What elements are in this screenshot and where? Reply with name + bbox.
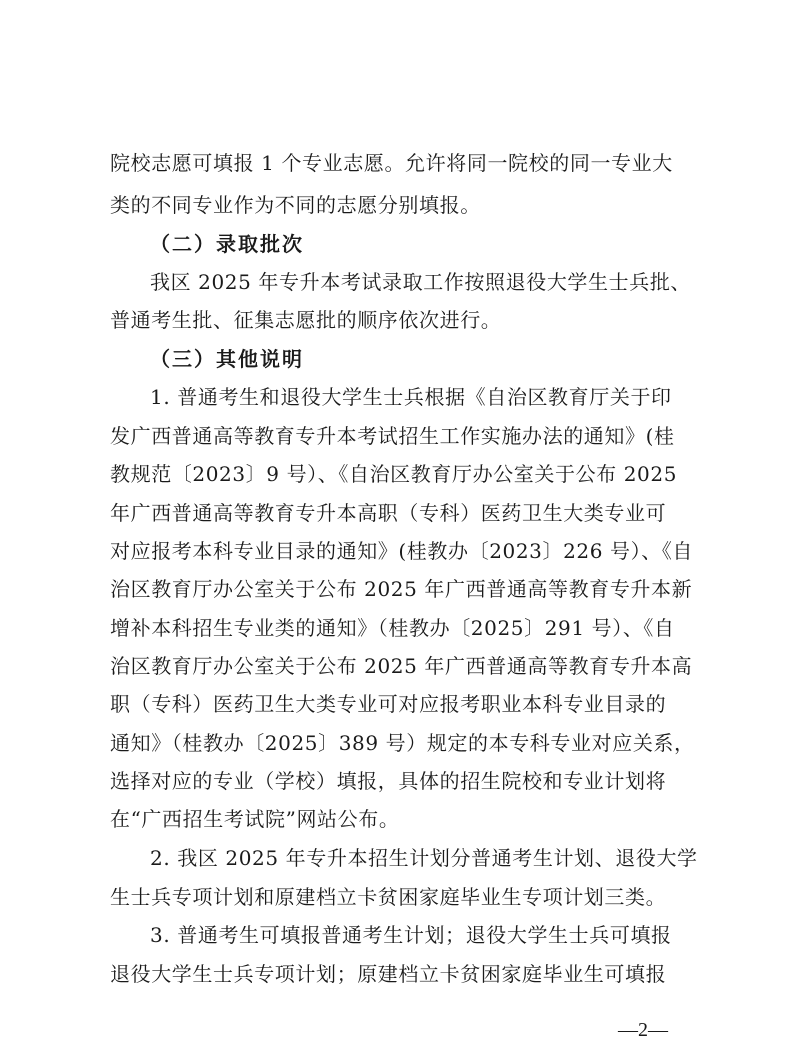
- list-item-1-line: 1. 普通考生和退役大学生士兵根据《自治区教育厅关于印: [150, 385, 672, 409]
- body-text-line: 职（专科）医药卫生大类专业可对应报考职业本科专业目录的: [110, 692, 667, 716]
- section-heading-admission-batches: （二）录取批次: [150, 232, 304, 256]
- body-text-line: 退役大学生士兵专项计划；原建档立卡贫困家庭毕业生可填报: [110, 962, 667, 986]
- body-text-line: 普通考生批、征集志愿批的顺序依次进行。: [110, 308, 502, 332]
- body-text-line: 对应报考本科专业目录的通知》(桂教办〔2023〕226 号）、《自: [110, 539, 694, 563]
- body-text-line: 年广西普通高等教育专升本高职（专科）医药卫生大类专业可: [110, 501, 667, 525]
- body-text-line: 我区 2025 年专升本考试录取工作按照退役大学生士兵批、: [150, 270, 692, 294]
- body-text-line: 发广西普通高等教育专升本考试招生工作实施办法的通知》(桂: [110, 424, 675, 448]
- page-number: —2—: [618, 1019, 668, 1041]
- section-heading-other-notes: （三）其他说明: [150, 347, 304, 371]
- list-item-3-line: 3. 普通考生可填报普通考生计划；退役大学生士兵可填报: [150, 923, 672, 947]
- body-text-line: 在“广西招生考试院”网站公布。: [110, 807, 400, 831]
- body-text-line: 教规范〔2023〕9 号）、《自治区教育厅办公室关于公布 2025: [110, 462, 678, 486]
- body-text-line: 类的不同专业作为不同的志愿分别填报。: [110, 193, 481, 217]
- body-text-line: 治区教育厅办公室关于公布 2025 年广西普通高等教育专升本高: [110, 654, 693, 678]
- body-text-line: 通知》（桂教办〔2025〕389 号）规定的本专科专业对应关系，: [110, 731, 695, 755]
- body-text-line: 治区教育厅办公室关于公布 2025 年广西普通高等教育专升本新: [110, 577, 693, 601]
- list-item-2-line: 2. 我区 2025 年专升本招生计划分普通考生计划、退役大学: [150, 846, 698, 870]
- body-text-line: 选择对应的专业（学校）填报，具体的招生院校和专业计划将: [110, 769, 667, 793]
- body-text-line: 增补本科招生专业类的通知》（桂教办〔2025〕291 号）、《自: [110, 616, 675, 640]
- body-text-line: 生士兵专项计划和原建档立卡贫困家庭毕业生专项计划三类。: [110, 885, 667, 909]
- body-text-line: 院校志愿可填报 1 个专业志愿。允许将同一院校的同一专业大: [110, 151, 673, 175]
